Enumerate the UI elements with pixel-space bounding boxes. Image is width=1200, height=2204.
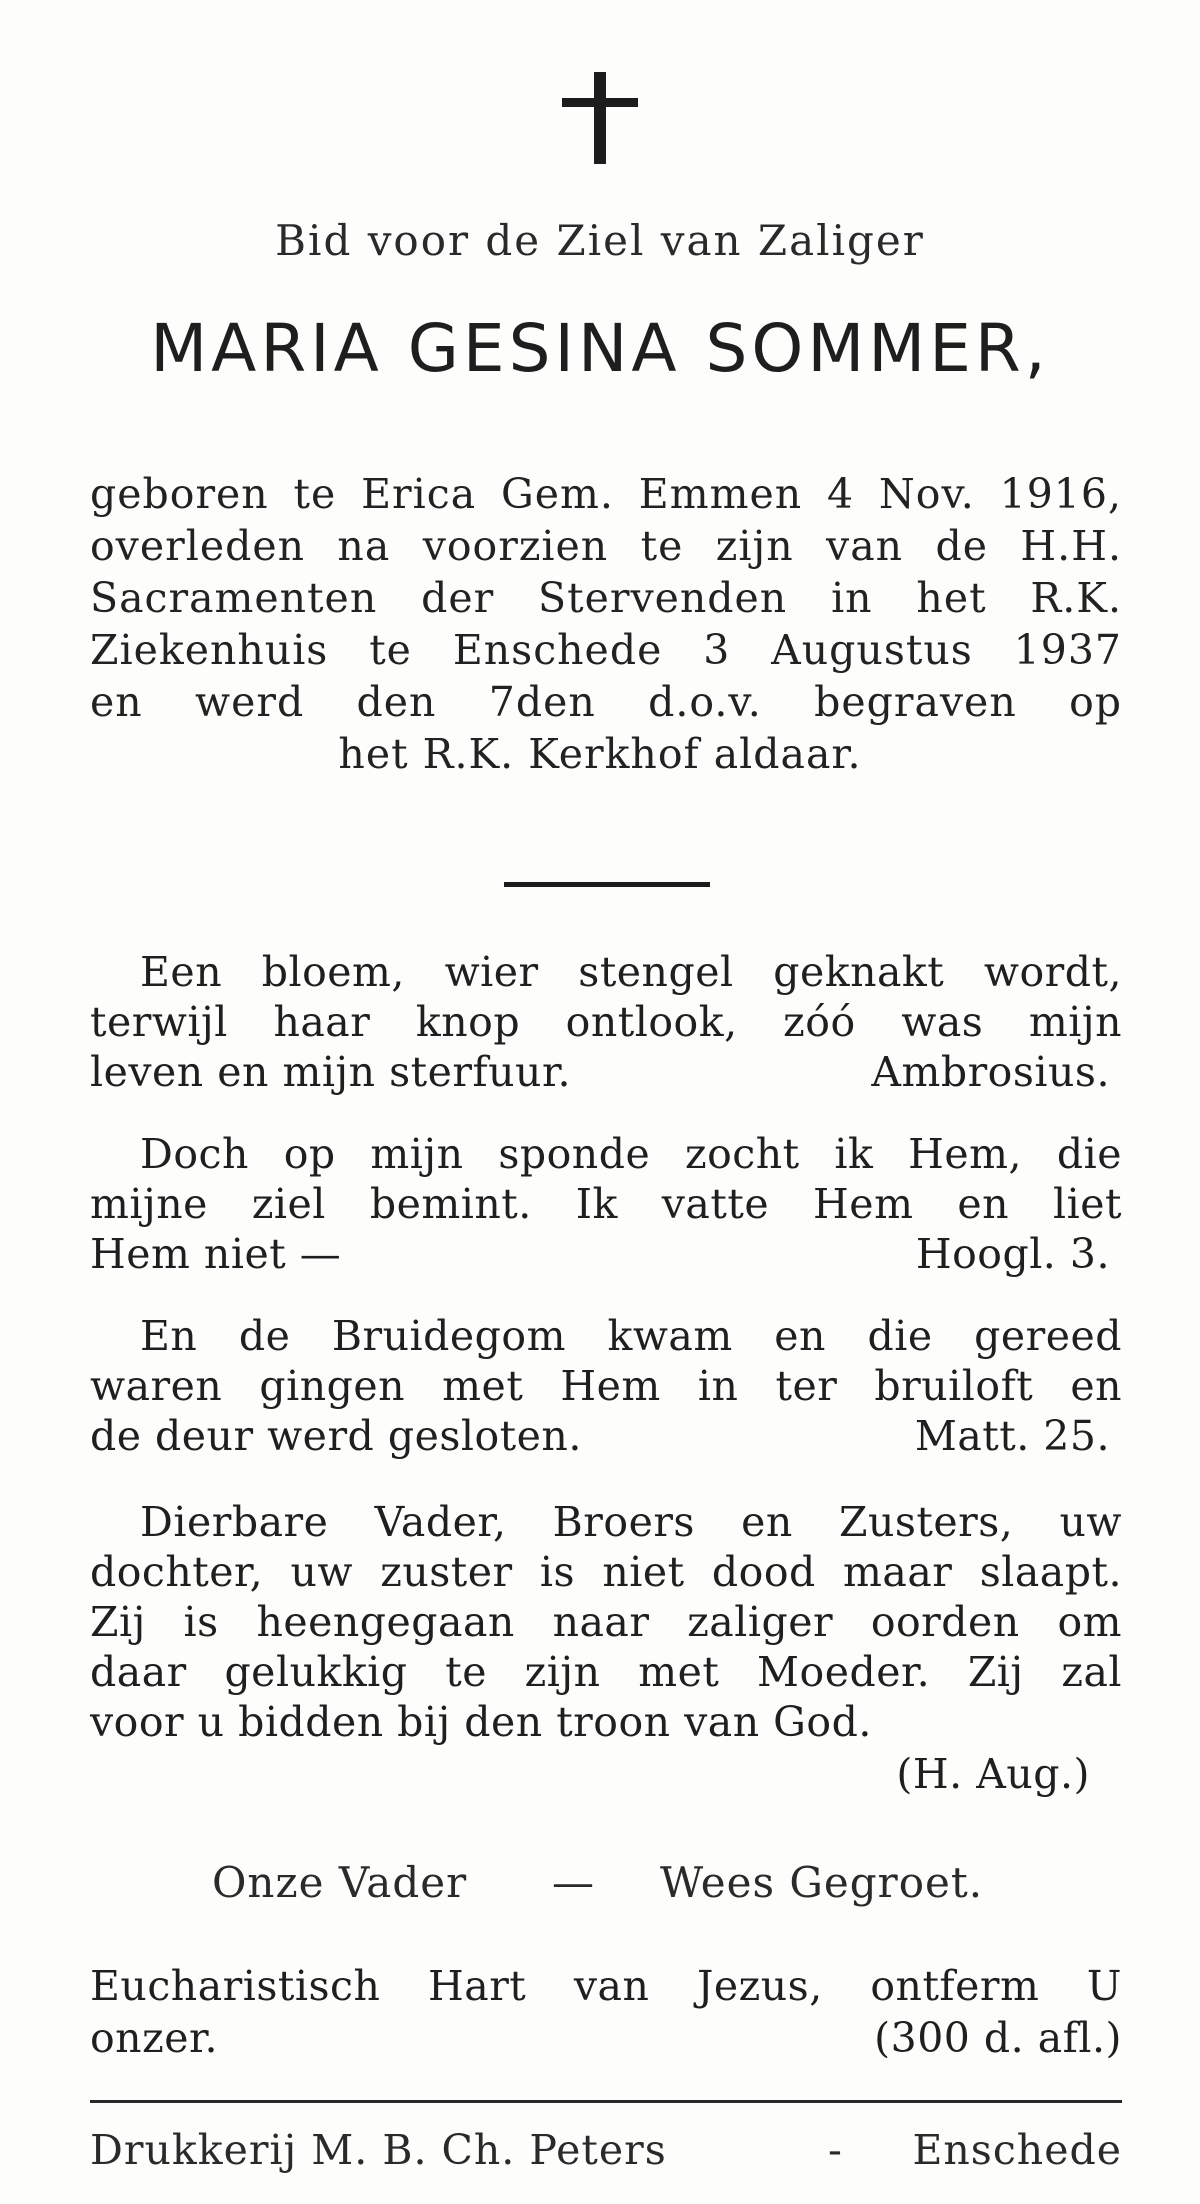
ejaculation-line-2: onzer. <box>90 2014 219 2062</box>
prayer-hail-mary: Wees Gegroet. <box>660 1858 984 1907</box>
divider <box>504 882 710 887</box>
verse-2-line-3: Hem niet — <box>90 1230 342 1278</box>
verse-2-line-1: Doch op mijn sponde zocht ik Hem, die <box>140 1130 1122 1178</box>
verse-3-line-1: En de Bruidegom kwam en die gereed <box>140 1312 1122 1360</box>
verse-2-line-2: mijne ziel bemint. Ik vatte Hem en liet <box>90 1180 1122 1228</box>
invocation: Bid voor de Ziel van Zaliger <box>275 216 925 265</box>
bio-line-3: Sacramenten der Stervenden in het R.K. <box>90 574 1122 622</box>
printer-name: Drukkerij M. B. Ch. Peters <box>90 2126 667 2174</box>
verse-3-source: Matt. 25. <box>914 1412 1110 1460</box>
verse-4-line-2: dochter, uw zuster is niet dood maar slaapt. <box>90 1548 1122 1596</box>
printer-city: Enschede <box>912 2126 1122 2174</box>
verse-1-source: Ambrosius. <box>871 1048 1110 1096</box>
ejaculation-line-1: Eucharistisch Hart van Jezus, ontferm U <box>90 1962 1122 2010</box>
verse-4-line-1: Dierbare Vader, Broers en Zusters, uw <box>140 1498 1122 1546</box>
verse-3-line-2: waren gingen met Hem in ter bruiloft en <box>90 1362 1122 1410</box>
indulgence: (300 d. afl.) <box>874 2014 1122 2062</box>
deceased-name: MARIA GESINA SOMMER, <box>150 310 1050 387</box>
verse-3-line-3: de deur werd gesloten. <box>90 1412 582 1460</box>
bio-line-4: Ziekenhuis te Enschede 3 Augustus 1937 <box>90 626 1122 674</box>
verse-1-line-3: leven en mijn sterfuur. <box>90 1048 572 1096</box>
cross-icon <box>562 72 638 164</box>
bio-line-2: overleden na voorzien te zijn van de H.H. <box>90 522 1122 570</box>
verse-4-line-5: voor u bidden bij den troon van God. <box>90 1698 872 1746</box>
verse-1-line-1: Een bloem, wier stengel geknakt wordt, <box>140 948 1122 996</box>
cross-vertical-bar <box>594 72 606 164</box>
bio-line-6: het R.K. Kerkhof aldaar. <box>338 730 862 778</box>
footer-rule <box>90 2100 1122 2103</box>
verse-4-line-4: daar gelukkig te zijn met Moeder. Zij zal <box>90 1648 1122 1696</box>
bio-line-5: en werd den 7den d.o.v. begraven op <box>90 678 1122 726</box>
prayer-dash: — <box>552 1858 595 1907</box>
cross-horizontal-bar <box>562 98 638 107</box>
bio-line-1: geboren te Erica Gem. Emmen 4 Nov. 1916, <box>90 470 1122 518</box>
verse-1-line-2: terwijl haar knop ontlook, zóó was mijn <box>90 998 1122 1046</box>
verse-4-line-3: Zij is heengegaan naar zaliger oorden om <box>90 1598 1122 1646</box>
prayer-our-father: Onze Vader <box>212 1858 468 1907</box>
verse-4-source: (H. Aug.) <box>896 1750 1090 1798</box>
verse-2-source: Hoogl. 3. <box>915 1230 1110 1278</box>
printer-separator: - <box>828 2126 843 2174</box>
